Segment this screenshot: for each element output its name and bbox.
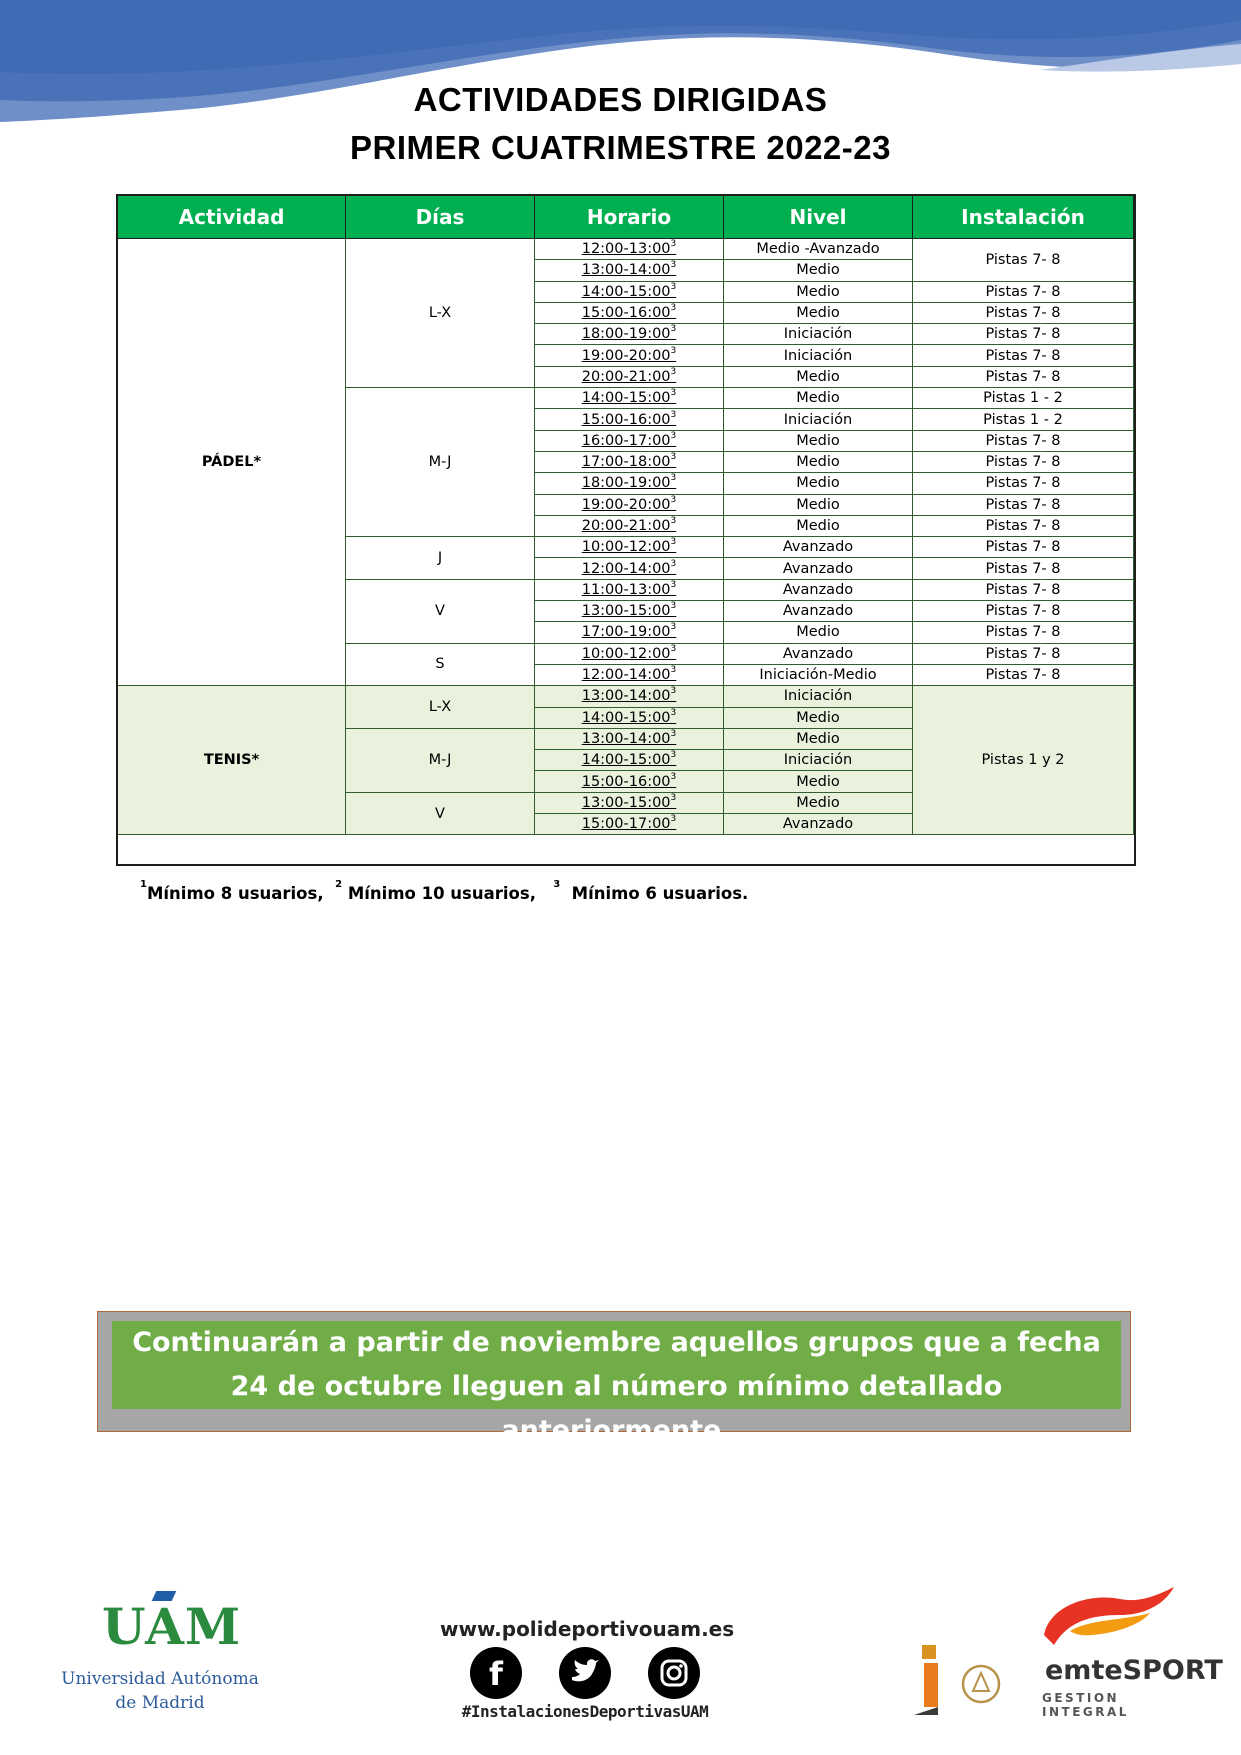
column-header-instalacion: Instalación (913, 196, 1134, 239)
nivel-cell: Medio (724, 622, 913, 643)
instagram-icon[interactable] (648, 1647, 700, 1699)
uam-logo-letters: UAM (102, 1597, 242, 1656)
days-cell: M-J (346, 388, 535, 537)
instalacion-cell: Pistas 1 y 2 (913, 686, 1134, 835)
horario-cell: $15:00-16:00^3$ (535, 771, 724, 792)
nivel-cell: Medio (724, 473, 913, 494)
nivel-cell: Medio (724, 494, 913, 515)
sponsor-logos (900, 1585, 1223, 1735)
days-cell: L-X (346, 686, 535, 729)
nivel-cell: Avanzado (724, 814, 913, 835)
horario-cell: $20:00-21:00^3$ (535, 515, 724, 536)
notice-line-2: 24 de octubre lleguen al número mínimo detallado anteriormente. (230, 1371, 1003, 1446)
instalacion-cell: Pistas 7- 8 (913, 601, 1134, 622)
uam-logo (50, 1597, 270, 1722)
table-row (118, 686, 1134, 707)
uam-logo-text: Universidad Autónoma de Madrid (61, 1669, 259, 1713)
horario-cell: $18:00-19:00^3$ (535, 473, 724, 494)
instalacion-cell: Pistas 7- 8 (913, 643, 1134, 664)
horario-cell: $10:00-12:00^3$ (535, 643, 724, 664)
instalacion-cell: Pistas 7- 8 (913, 558, 1134, 579)
emtesport-brand: emteSPORT (1045, 1655, 1223, 1686)
nivel-cell: Medio (724, 707, 913, 728)
table-row (118, 239, 1134, 260)
instalacion-cell: Pistas 7- 8 (913, 494, 1134, 515)
instalacion-cell: Pistas 7- 8 (913, 302, 1134, 323)
hashtag-text: #InstalacionesDeportivasUAM (461, 1702, 709, 1721)
horario-cell: $15:00-16:00^3$ (535, 409, 724, 430)
notice-text (112, 1321, 1121, 1446)
column-header-dias: Días (346, 196, 535, 239)
page-title (0, 76, 1241, 172)
nivel-cell: Medio (724, 366, 913, 387)
horario-cell: $12:00-14:00^3$ (535, 558, 724, 579)
horario-cell: $19:00-20:00^3$ (535, 494, 724, 515)
instalacion-cell: Pistas 7- 8 (913, 451, 1134, 472)
nivel-cell: Medio (724, 430, 913, 451)
nivel-cell: Medio (724, 302, 913, 323)
horario-cell: $13:00-15:00^3$ (535, 792, 724, 813)
nivel-cell: Medio (724, 451, 913, 472)
facebook-icon[interactable] (470, 1647, 522, 1699)
instalacion-cell: Pistas 7- 8 (913, 366, 1134, 387)
days-cell: V (346, 792, 535, 835)
activity-cell-padel: PÁDEL* (118, 239, 346, 686)
nivel-cell: Medio (724, 771, 913, 792)
horario-cell: $17:00-19:00^3$ (535, 622, 724, 643)
horario-cell: $10:00-12:00^3$ (535, 537, 724, 558)
nivel-cell: Iniciación (724, 345, 913, 366)
horario-cell: $13:00-14:00^3$ (535, 728, 724, 749)
horario-cell: $12:00-14:00^3$ (535, 664, 724, 685)
notice-box (97, 1311, 1131, 1446)
column-header-actividad: Actividad (118, 196, 346, 239)
nivel-cell: Iniciación (724, 324, 913, 345)
twitter-icon[interactable] (559, 1647, 611, 1699)
title-line-2: PRIMER CUATRIMESTRE 2022-23 (349, 129, 891, 166)
website-link[interactable]: www.polideportivouam.es (440, 1617, 735, 1641)
nivel-cell: Medio (724, 260, 913, 281)
instalacion-cell: Pistas 7- 8 (913, 579, 1134, 600)
horario-cell: $13:00-14:00^3$ (535, 686, 724, 707)
days-cell: J (346, 537, 535, 580)
title-line-1: ACTIVIDADES DIRIGIDAS (413, 81, 828, 118)
nivel-cell: Avanzado (724, 537, 913, 558)
nivel-cell: Avanzado (724, 601, 913, 622)
svg-text:f: f (489, 1655, 503, 1693)
nivel-cell: Medio (724, 728, 913, 749)
seal-logo-icon (960, 1663, 1002, 1711)
nivel-cell: Medio (724, 792, 913, 813)
horario-cell: $14:00-15:00^3$ (535, 281, 724, 302)
column-header-horario: Horario (535, 196, 724, 239)
nivel-cell: Medio (724, 281, 913, 302)
instalacion-cell: Pistas 1 - 2 (913, 388, 1134, 409)
column-header-nivel: Nivel (724, 196, 913, 239)
table-header-row (118, 196, 1134, 239)
horario-cell: $13:00-14:00^3$ (535, 260, 724, 281)
instalacion-cell: Pistas 1 - 2 (913, 409, 1134, 430)
instalacion-cell: Pistas 7- 8 (913, 515, 1134, 536)
days-cell: L-X (346, 239, 535, 388)
horario-cell: $15:00-17:00^3$ (535, 814, 724, 835)
horario-cell: $16:00-17:00^3$ (535, 430, 724, 451)
nivel-cell: Avanzado (724, 643, 913, 664)
horario-cell: $14:00-15:00^3$ (535, 388, 724, 409)
emtesport-swoosh-icon (1040, 1585, 1180, 1655)
notice-line-1: Continuarán a partir de noviembre aquellos grupos que a fecha (132, 1327, 1101, 1358)
instalacion-cell: Pistas 7- 8 (913, 537, 1134, 558)
social-block (440, 1617, 735, 1737)
days-cell: M-J (346, 728, 535, 792)
nivel-cell: Iniciación (724, 686, 913, 707)
instalacion-cell: Pistas 7- 8 (913, 622, 1134, 643)
instalacion-cell: Pistas 7- 8 (913, 664, 1134, 685)
horario-cell: $13:00-15:00^3$ (535, 601, 724, 622)
nivel-cell: Avanzado (724, 558, 913, 579)
horario-cell: $20:00-21:00^3$ (535, 366, 724, 387)
instalacion-cell: Pistas 7- 8 (913, 473, 1134, 494)
horario-cell: $19:00-20:00^3$ (535, 345, 724, 366)
nivel-cell: Medio (724, 515, 913, 536)
nivel-cell: Medio (724, 388, 913, 409)
horario-cell: $14:00-15:00^3$ (535, 707, 724, 728)
nivel-cell: Iniciación-Medio (724, 664, 913, 685)
days-cell: S (346, 643, 535, 686)
nivel-cell: Avanzado (724, 579, 913, 600)
activity-cell-tenis: TENIS* (118, 686, 346, 835)
horario-cell: $15:00-16:00^3$ (535, 302, 724, 323)
footnote: $^1$Mínimo 8 usuarios, $^2$ Mínimo 10 usuarios, $^3$ Mínimo 6 usuarios. (140, 879, 749, 903)
nivel-cell: Medio -Avanzado (724, 239, 913, 260)
nivel-cell: Iniciación (724, 750, 913, 771)
horario-cell: $14:00-15:00^3$ (535, 750, 724, 771)
horario-cell: $17:00-18:00^3$ (535, 451, 724, 472)
instalacion-cell: Pistas 7- 8 (913, 324, 1134, 345)
instalaciones-logo-icon (910, 1645, 950, 1715)
schedule-table (117, 195, 1134, 835)
days-cell: V (346, 579, 535, 643)
instalacion-cell: Pistas 7- 8 (913, 430, 1134, 451)
instalacion-cell: Pistas 7- 8 (913, 239, 1134, 282)
emtesport-tagline: GESTION INTEGRAL (1042, 1691, 1129, 1719)
nivel-cell: Iniciación (724, 409, 913, 430)
instalacion-cell: Pistas 7- 8 (913, 281, 1134, 302)
horario-cell: $11:00-13:00^3$ (535, 579, 724, 600)
horario-cell: $12:00-13:00^3$ (535, 239, 724, 260)
instalacion-cell: Pistas 7- 8 (913, 345, 1134, 366)
horario-cell: $18:00-19:00^3$ (535, 324, 724, 345)
